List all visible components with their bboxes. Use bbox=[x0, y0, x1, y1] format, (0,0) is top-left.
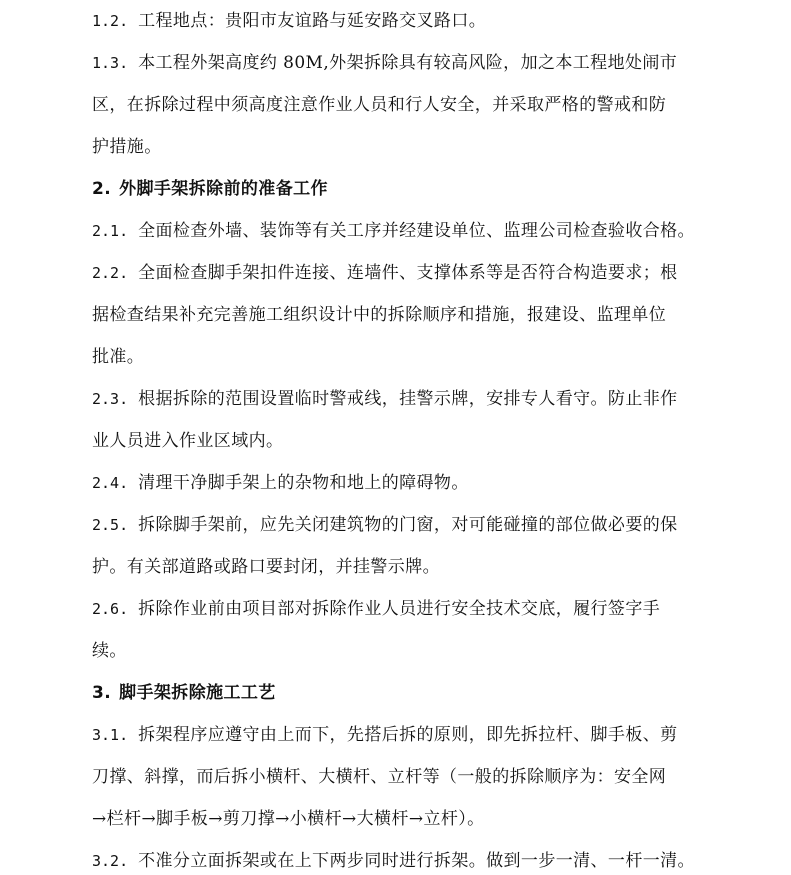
paragraph-line bbox=[92, 555, 782, 579]
line-text: 护。有关部道路或路口要封闭，并挂警示牌。 bbox=[92, 557, 440, 577]
section-number: 2.1. bbox=[92, 222, 129, 240]
paragraph-line bbox=[92, 639, 782, 663]
section-number: 1.3. bbox=[92, 54, 129, 72]
paragraph-line bbox=[92, 765, 782, 789]
line-text: →栏杆→脚手板→剪刀撑→小横杆→大横杆→立杆）。 bbox=[92, 809, 485, 829]
line-text: 根据拆除的范围设置临时警戒线，挂警示牌，安排专人看守。防止非作 bbox=[138, 389, 678, 409]
line-text: 护措施。 bbox=[92, 137, 162, 157]
paragraph-line bbox=[92, 471, 782, 495]
paragraph-line bbox=[92, 387, 782, 411]
line-text: 批准。 bbox=[92, 347, 145, 367]
heading-number: 2. bbox=[92, 179, 112, 199]
line-text: 全面检查脚手架扣件连接、连墙件、支撑体系等是否符合构造要求；根 bbox=[138, 263, 678, 283]
section-heading bbox=[92, 681, 782, 705]
heading-number: 3. bbox=[92, 683, 112, 703]
paragraph-line bbox=[92, 723, 782, 747]
line-text: 续。 bbox=[92, 641, 127, 661]
section-number: 3.1. bbox=[92, 726, 129, 744]
section-number: 2.2. bbox=[92, 264, 129, 282]
paragraph-line bbox=[92, 849, 782, 873]
paragraph-line bbox=[92, 135, 782, 159]
section-heading bbox=[92, 177, 782, 201]
paragraph-line bbox=[92, 93, 782, 117]
line-text: 工程地点：贵阳市友谊路与延安路交叉路口。 bbox=[138, 11, 487, 31]
paragraph-line bbox=[92, 597, 782, 621]
line-text: 区，在拆除过程中须高度注意作业人员和行人安全，并采取严格的警戒和防 bbox=[92, 95, 667, 115]
line-text: 本工程外架高度约 80M,外架拆除具有较高风险，加之本工程地处闹市 bbox=[138, 53, 678, 73]
section-number: 2.6. bbox=[92, 600, 129, 618]
line-text: 不准分立面拆架或在上下两步同时进行拆架。做到一步一清、一杆一清。 bbox=[138, 851, 695, 871]
paragraph-line bbox=[92, 219, 782, 243]
paragraph-line bbox=[92, 807, 782, 831]
paragraph-line bbox=[92, 345, 782, 369]
section-number: 1.2. bbox=[92, 12, 129, 30]
section-number: 2.4. bbox=[92, 474, 129, 492]
paragraph-line bbox=[92, 513, 782, 537]
line-text: 业人员进入作业区域内。 bbox=[92, 431, 284, 451]
section-number: 2.3. bbox=[92, 390, 129, 408]
paragraph-line bbox=[92, 261, 782, 285]
line-text: 拆除脚手架前，应先关闭建筑物的门窗，对可能碰撞的部位做必要的保 bbox=[138, 515, 678, 535]
line-text: 拆架程序应遵守由上而下，先搭后拆的原则，即先拆拉杆、脚手板、剪 bbox=[138, 725, 678, 745]
line-text: 拆除作业前由项目部对拆除作业人员进行安全技术交底，履行签字手 bbox=[138, 599, 661, 619]
heading-text: 外脚手架拆除前的准备工作 bbox=[119, 179, 328, 199]
line-text: 据检查结果补充完善施工组织设计中的拆除顺序和措施，报建设、监理单位 bbox=[92, 305, 667, 325]
line-text: 全面检查外墙、装饰等有关工序并经建设单位、监理公司检查验收合格。 bbox=[138, 221, 695, 241]
paragraph-line bbox=[92, 303, 782, 327]
heading-text: 脚手架拆除施工工艺 bbox=[119, 683, 276, 703]
paragraph-line bbox=[92, 9, 782, 33]
section-number: 2.5. bbox=[92, 516, 129, 534]
section-number: 3.2. bbox=[92, 852, 129, 870]
paragraph-line bbox=[92, 429, 782, 453]
paragraph-line bbox=[92, 51, 782, 75]
line-text: 刀撑、斜撑，而后拆小横杆、大横杆、立杆等（一般的拆除顺序为：安全网 bbox=[92, 767, 667, 787]
line-text: 清理干净脚手架上的杂物和地上的障碍物。 bbox=[138, 473, 469, 493]
